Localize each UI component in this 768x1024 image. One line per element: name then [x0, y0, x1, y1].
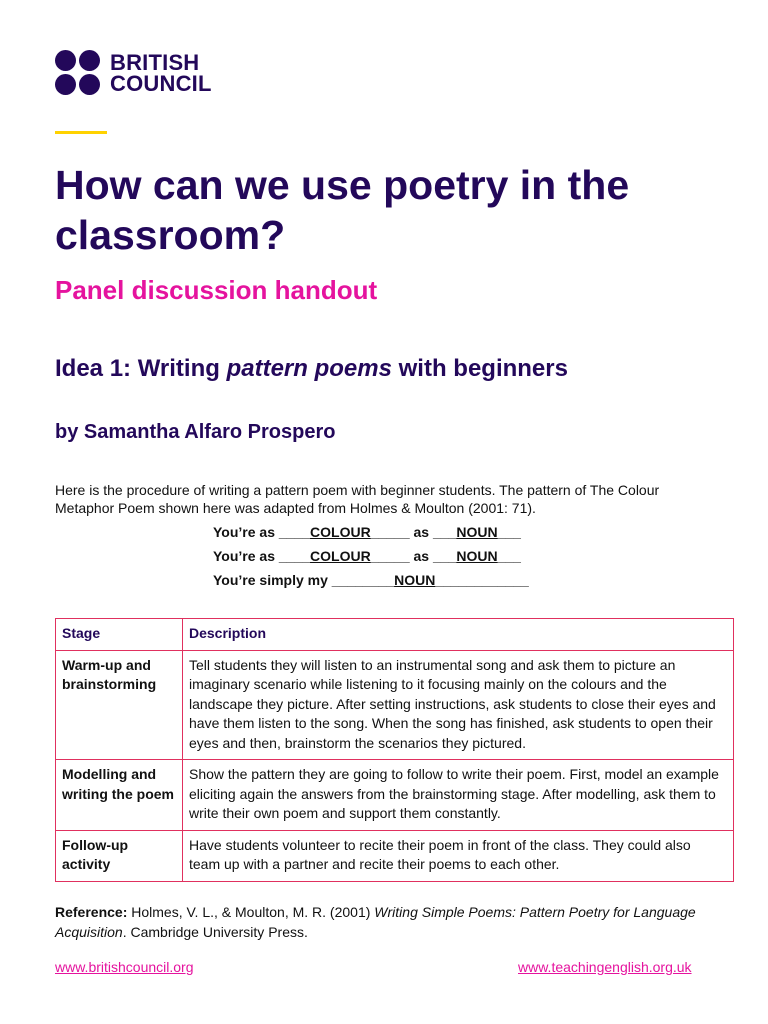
pattern-line-3: You’re simply my ________NOUN____________ — [213, 572, 529, 588]
stage-cell: Follow-up activity — [56, 830, 183, 881]
table-header-row — [56, 619, 734, 651]
stage-cell: Warm-up and brainstorming — [56, 650, 183, 760]
british-council-logo — [55, 50, 212, 95]
description-cell: Tell students they will listen to an instrumental song and ask them to picture an imaginary scenario while listening to it focusing mainly on the colours and the landscape they picture. After setting instructions, ask students to close their eyes and have them listen to the song. When the song has finished, ask students to open their eyes and then, brainstorm the scenarios they pictured. — [183, 650, 734, 760]
stages-table — [55, 618, 734, 882]
stage-cell: Modelling and writing the poem — [56, 760, 183, 831]
reference-citation: Reference: Holmes, V. L., & Moulton, M. R. (2001) Writing Simple Poems: Pattern Poetry for Language Acquisition. Cambridge University Press. — [55, 904, 696, 940]
teachingenglish-link[interactable]: www.teachingenglish.org.uk — [518, 959, 692, 975]
description-cell: Have students volunteer to recite their poem in front of the class. They could also team up with a partner and recite their poems to each other. — [183, 830, 734, 881]
idea-heading: Idea 1: Writing pattern poems with beginners — [55, 355, 568, 382]
logo-dots-icon — [55, 50, 100, 95]
poem-pattern — [213, 520, 529, 592]
intro-paragraph: Here is the procedure of writing a pattern poem with beginner students. The pattern of The Colour Metaphor Poem shown here was adapted from Holmes & Moulton (2001: 71). — [55, 482, 660, 516]
author-byline: by Samantha Alfaro Prospero — [55, 421, 336, 443]
pattern-line-1: You’re as ____COLOUR_____ as ___NOUN___ — [213, 524, 521, 540]
accent-divider — [55, 131, 107, 134]
pattern-line-2: You’re as ____COLOUR_____ as ___NOUN___ — [213, 548, 521, 564]
table-row — [56, 650, 734, 760]
header-stage: Stage — [56, 619, 183, 651]
header-description: Description — [183, 619, 734, 651]
logo-wordmark: BRITISH COUNCIL — [110, 49, 212, 96]
britishcouncil-link[interactable]: www.britishcouncil.org — [55, 959, 194, 975]
description-cell: Show the pattern they are going to follow to write their poem. First, model an example eliciting again the answers from the brainstorming stage. After modelling, ask them to write their own poem and support them constantly. — [183, 760, 734, 831]
table-row — [56, 760, 734, 831]
page-title: How can we use poetry in the classroom? — [55, 162, 630, 258]
page-subtitle: Panel discussion handout — [55, 275, 378, 305]
table-row — [56, 830, 734, 881]
